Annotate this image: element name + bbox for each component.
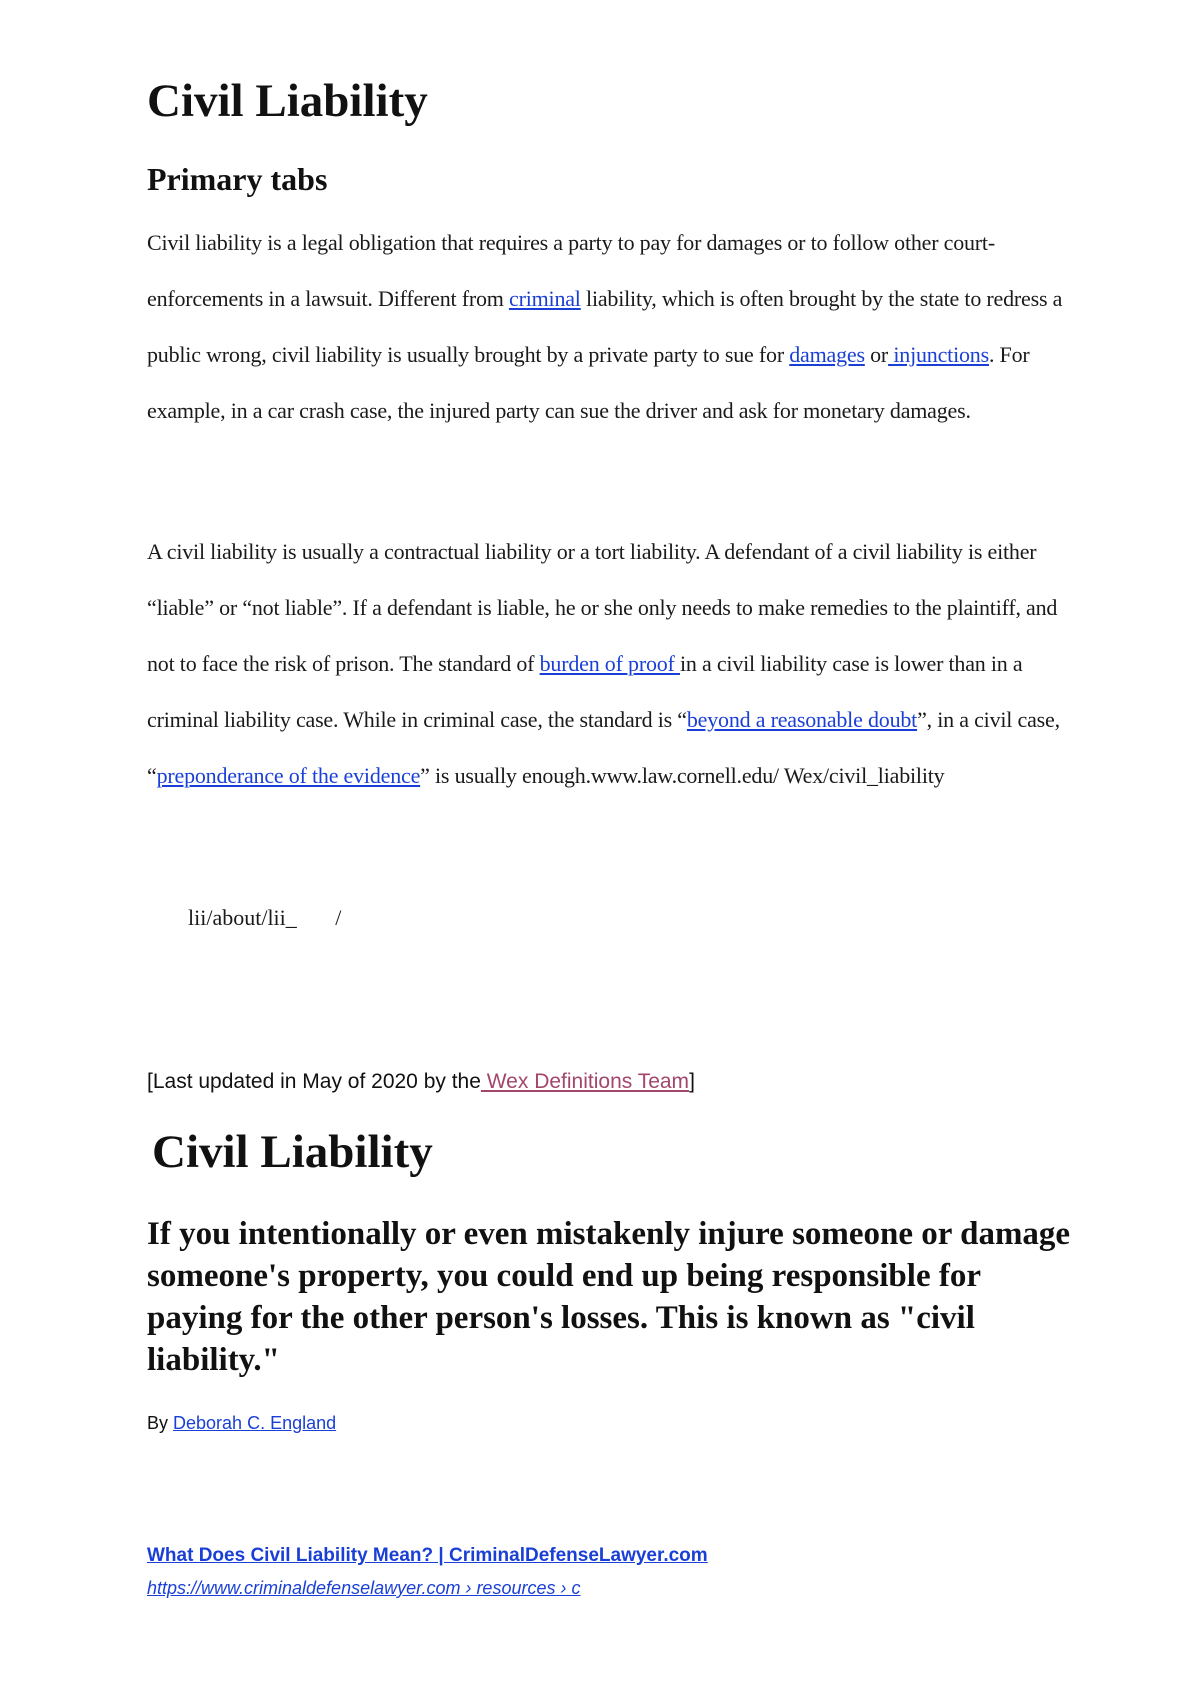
liability-types-paragraph bbox=[147, 524, 1067, 804]
summary-paragraph: If you intentionally or even mistakenly injure someone or damage someone's property, you could end up being responsible for paying for the other person's losses. This is known as "civil liability." bbox=[147, 1216, 1071, 1378]
page-title: Civil Liability bbox=[147, 75, 428, 127]
last-updated-text: [Last updated in May of 2020 by the bbox=[147, 1070, 481, 1093]
injunctions-link[interactable]: injunctions bbox=[888, 342, 989, 367]
definition-paragraph bbox=[147, 215, 1067, 439]
preponderance-link[interactable]: preponderance of the evidence bbox=[156, 763, 421, 788]
primary-tabs-heading: Primary tabs bbox=[147, 161, 328, 197]
paragraph-text: A civil liability is usually a contractual liability or a tort liability. A defendant of a civil liability is either “liable” or “not liable”. If a defendant is liable, he or she only needs to make remedies to the plaintiff, and not to face the risk of prison. The standard of bbox=[147, 539, 1058, 676]
criminal-link[interactable]: criminal bbox=[509, 286, 581, 311]
wex-team-link[interactable]: Wex Definitions Team bbox=[480, 1070, 690, 1093]
author-link[interactable]: Deborah C. England bbox=[173, 1413, 337, 1433]
reasonable-doubt-link[interactable]: beyond a reasonable doubt bbox=[686, 707, 918, 732]
last-updated-note bbox=[147, 1068, 695, 1095]
byline-prefix: By bbox=[147, 1413, 174, 1433]
damages-link[interactable]: damages bbox=[789, 342, 865, 367]
source-title-link[interactable]: What Does Civil Liability Mean? | CriminalDefenseLawyer.com bbox=[147, 1545, 708, 1566]
byline bbox=[147, 1412, 336, 1435]
second-title: Civil Liability bbox=[152, 1126, 433, 1178]
last-updated-close: ] bbox=[689, 1070, 695, 1093]
paragraph-text: in a civil liability case is lower than in a criminal liability case. While in criminal case, the standard is “ bbox=[147, 651, 1023, 732]
paragraph-text: ”, in a civil case, “ bbox=[147, 707, 1060, 788]
source-url-link[interactable]: https://www.criminaldefenselawyer.com › resources › c bbox=[147, 1578, 581, 1598]
paragraph-text: liability, which is often brought by the state to redress a public wrong, civil liability is usually brought by a private party to sue for bbox=[147, 286, 1063, 367]
paragraph-text: . For example, in a car crash case, the injured party can sue the driver and ask for monetary damages. bbox=[147, 342, 1030, 423]
url-fragment-line: lii/about/lii_ / bbox=[188, 905, 342, 930]
paragraph-text: or bbox=[864, 342, 889, 367]
paragraph-text: ” is usually enough.www.law.cornell.edu/ Wex/civil_liability bbox=[420, 763, 945, 788]
paragraph-text: Civil liability is a legal obligation that requires a party to pay for damages or to follow other court-enforcements in a lawsuit. Different from bbox=[147, 230, 995, 311]
burden-of-proof-link[interactable]: burden of proof bbox=[539, 651, 680, 676]
